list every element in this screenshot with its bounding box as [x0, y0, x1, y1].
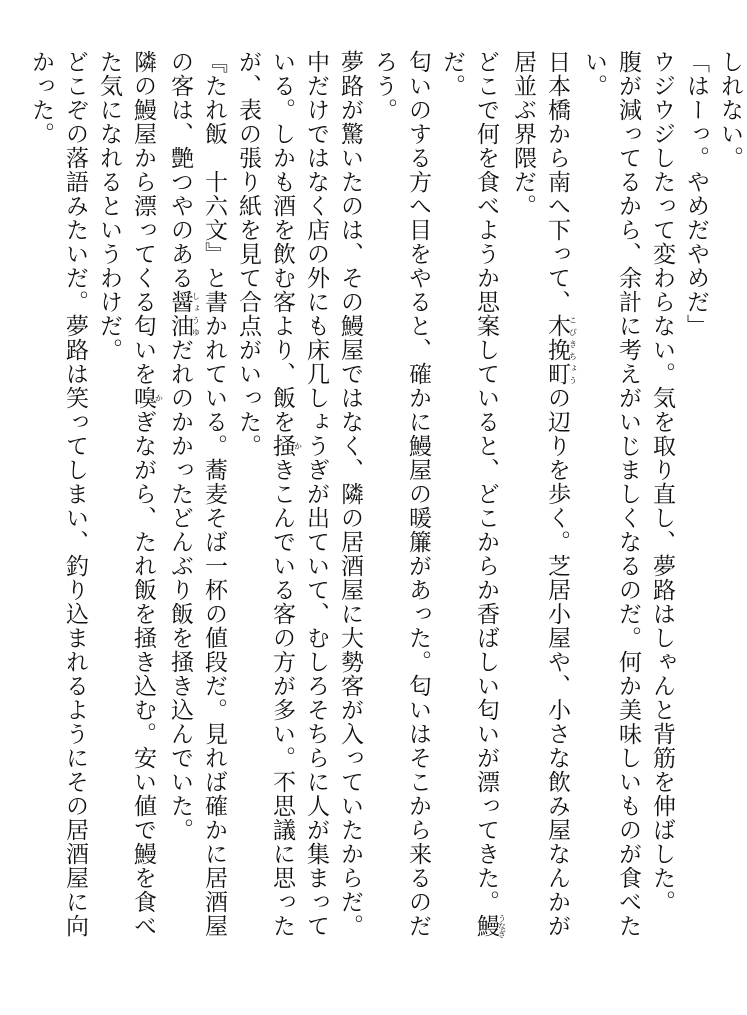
text-line-9: 中だけではなく店の外にも床几しょうぎが出ていて、むしろそちらに人が集まっている。しかも酒を飲む客より、飯を掻かきこんでいる客の方が多い。不思議に思ったが、表の張り紙を見て合点がいった。: [235, 50, 329, 938]
text-line-7: 匂いのする方へ目をやると、確かに鰻屋の暖簾があった。匂いはそこから来るのだろう。: [371, 50, 431, 938]
ruby-kobikicho: 木挽町こびきちょう: [544, 314, 578, 386]
text-line-8: 夢路が驚いたのは、その鰻屋ではなく、隣の居酒屋に大勢客が入っていたからだ。: [337, 50, 363, 938]
text-line-10: 『たれ飯 十六文』と書かれている。蕎麦そば一杯の値段だ。見れば確かに居酒屋の客は、艶つやのある醤油しょうゆだれのかかったどんぶり飯を掻き込んでいた。: [167, 50, 227, 938]
ruby-ka-2: 嗅か: [130, 386, 164, 410]
text-line-5: 日本橋から南へ下って、木挽町こびきちょうの辺りを歩く。芝居小屋や、小さな飲み屋なんかが居並ぶ界隈だ。: [510, 50, 578, 938]
text-line-6: どこで何を食べようか思案していると、どこからか香ばしい匂いが漂ってきた。鰻うなぎだ。: [439, 50, 507, 938]
text-line-12: どこぞの落語みたいだ。夢路は笑ってしまい、釣り込まれるようにその居酒屋に向かった。: [28, 50, 88, 938]
text-line-1: しれない。: [717, 50, 743, 170]
ruby-unagi: 鰻うなぎ: [473, 914, 507, 938]
text-line-11: 隣の鰻屋から漂ってくる匂いを嗅かぎながら、たれ飯を掻き込む。安い値で鰻を食べた気になれるというわけだ。: [96, 50, 164, 938]
text-line-4: 腹が減ってるから、余計に考えがいじましくなるのだ。何か美味しいものが食べたい。: [581, 50, 641, 938]
text-line-3: ウジウジしたって変わらない。気を取り直し、夢路はしゃんと背筋を伸ばした。: [649, 50, 675, 914]
ruby-shouyu: 醤油しょうゆ: [167, 290, 201, 338]
vertical-text-body: [24, 50, 747, 950]
ruby-ka: 掻か: [269, 434, 303, 458]
text-line-2: 「はーっ。やめだやめだ」: [683, 50, 709, 338]
